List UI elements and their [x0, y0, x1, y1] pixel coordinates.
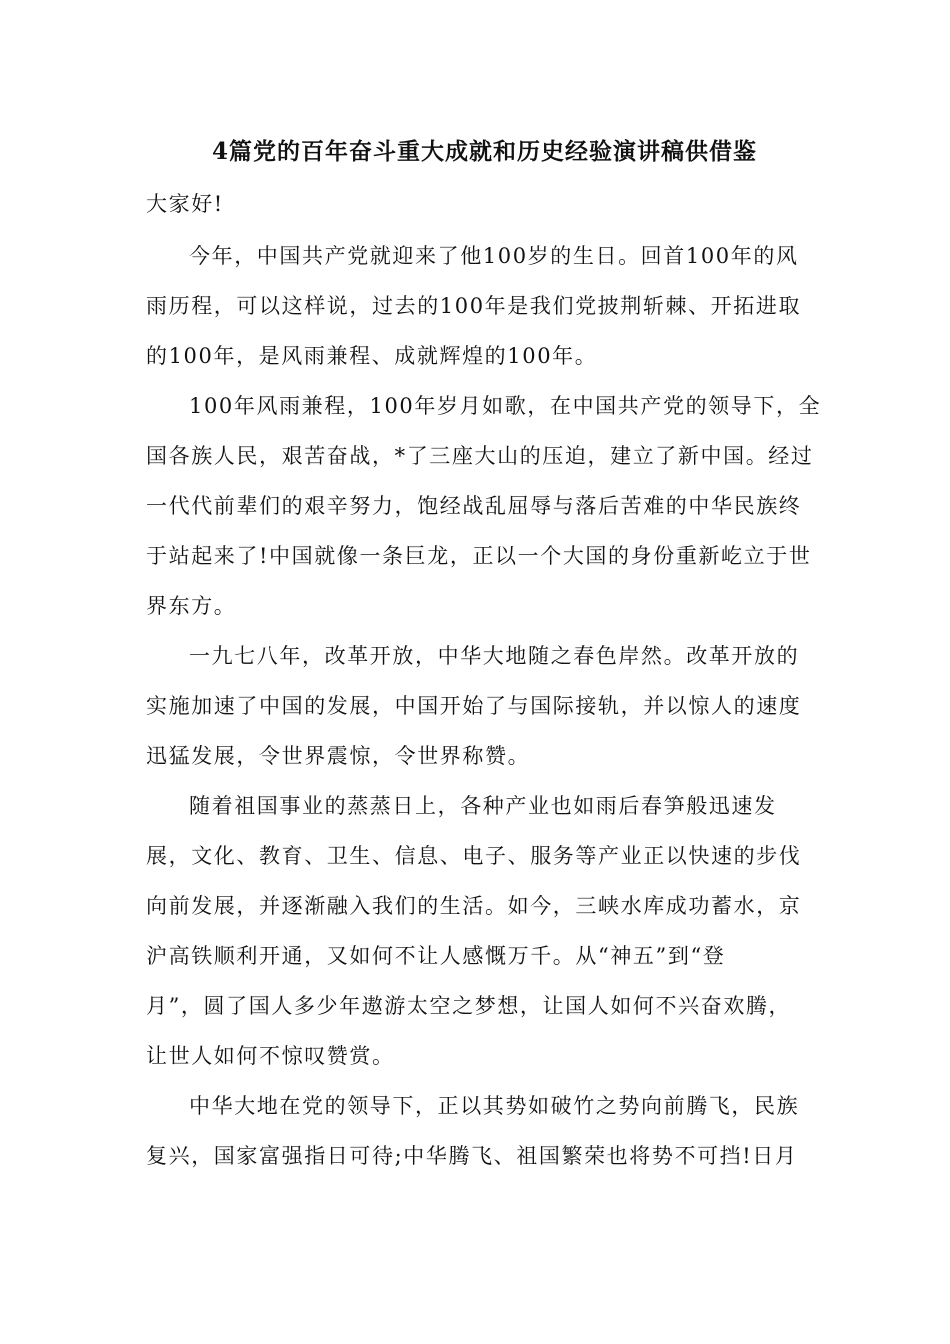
paragraph-line: 让世人如何不惊叹赞赏。: [146, 1044, 395, 1068]
paragraph-line: 界东方。: [146, 594, 237, 618]
paragraph-line: 中华大地在党的领导下，正以其势如破竹之势向前腾飞，民族: [189, 1094, 800, 1118]
paragraph-line: 展，文化、教育、卫生、信息、电子、服务等产业正以快速的步伐: [146, 844, 802, 868]
paragraph-line: 复兴，国家富强指日可待;中华腾飞、祖国繁荣也将势不可挡!日月: [146, 1144, 798, 1168]
paragraph-line: 今年，中国共产党就迎来了他100岁的生日。回首100年的风: [189, 244, 799, 268]
paragraph-line: 迅猛发展，令世界震惊，令世界称赞。: [146, 744, 531, 768]
paragraph-line: 一九七八年，改革开放，中华大地随之春色岸然。改革开放的: [189, 644, 800, 668]
paragraph-line: 雨历程，可以这样说，过去的100年是我们党披荆斩棘、开拓进取: [146, 294, 802, 318]
document-title: 4篇党的百年奋斗重大成就和历史经验演讲稿供借鉴: [212, 138, 758, 165]
paragraph-line: 实施加速了中国的发展，中国开始了与国际接轨，并以惊人的速度: [146, 694, 802, 718]
greeting: 大家好!: [146, 192, 224, 216]
paragraph-line: 随着祖国事业的蒸蒸日上，各种产业也如雨后春笋般迅速发: [189, 794, 777, 818]
paragraph-line: 月”，圆了国人多少年遨游太空之梦想，让国人如何不兴奋欢腾，: [146, 994, 792, 1018]
paragraph-line: 国各族人民，艰苦奋战，*了三座大山的压迫，建立了新中国。经过: [146, 444, 814, 468]
paragraph-line: 向前发展，并逐渐融入我们的生活。如今，三峡水库成功蓄水，京: [146, 894, 802, 918]
paragraph-line: 100年风雨兼程，100年岁月如歌，在中国共产党的领导下，全: [189, 394, 822, 418]
paragraph-line: 沪高铁顺利开通，又如何不让人感慨万千。从“神五”到“登: [146, 944, 726, 968]
paragraph-line: 一代代前辈们的艰辛努力，饱经战乱屈辱与落后苦难的中华民族终: [146, 494, 802, 518]
paragraph-line: 的100年，是风雨兼程、成就辉煌的100年。: [146, 344, 598, 368]
paragraph-line: 于站起来了!中国就像一条巨龙，正以一个大国的身份重新屹立于世: [146, 544, 812, 568]
